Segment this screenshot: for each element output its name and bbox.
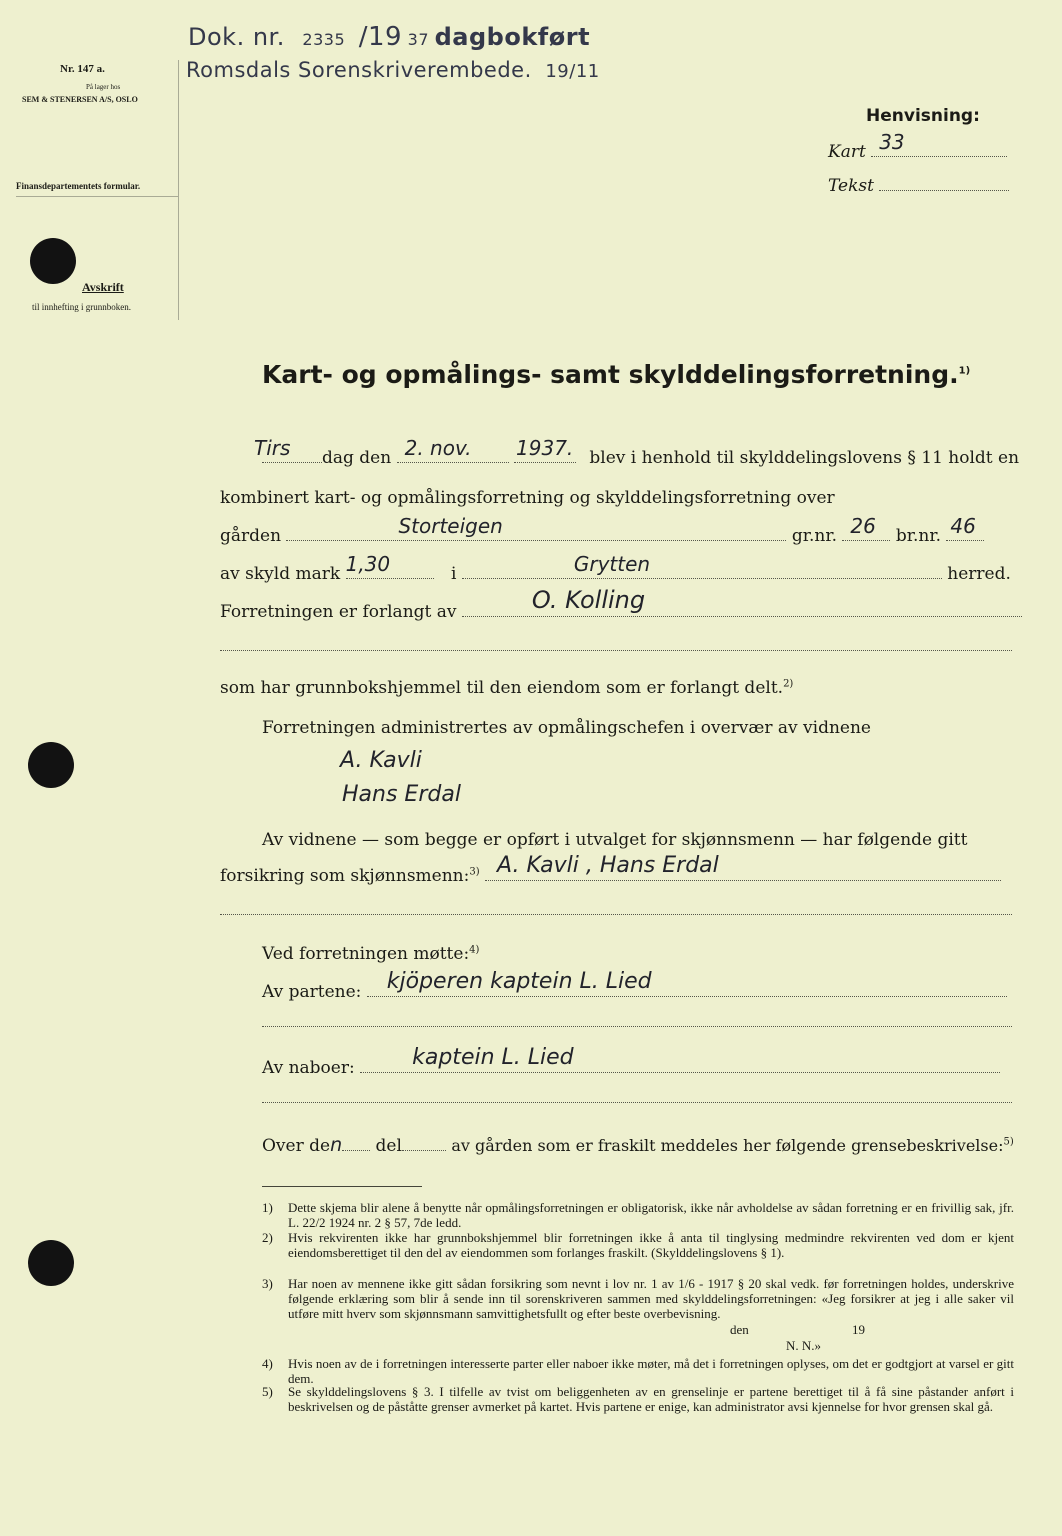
body-line-skyld (220, 552, 1011, 584)
forsikring-sup: 3) (469, 866, 480, 878)
footnote-1 (262, 1200, 1014, 1230)
punch-hole-bottom (28, 1240, 74, 1286)
herred-label: herred. (947, 564, 1011, 584)
del-label: del (375, 1136, 402, 1156)
kart-label: Kart (828, 142, 866, 162)
footnote-text: Dette skjema blir alene å benytte når opmålingsforretningen er obligatorisk, ikke når avholdelse av sådan forretning er en frivillig sak, jfr. L. 22/2 1924 nr. 2 § 57, 7de ledd. (288, 1200, 1014, 1230)
weekday-value: Tirs (254, 436, 291, 460)
dok-number: 2335 (302, 30, 346, 49)
forlangt-label: Forretningen er forlangt av (220, 602, 457, 622)
skyld-value: 1,30 (345, 552, 391, 576)
garden-value: Storteigen (398, 514, 503, 538)
footnote-2 (262, 1230, 1014, 1260)
forlangt-value: O. Kolling (531, 586, 646, 614)
punch-hole-middle (28, 742, 74, 788)
partene-extra-line (262, 1026, 1012, 1027)
forsikring-value: A. Kavli , Hans Erdal (497, 853, 719, 878)
date-value: 2. nov. (404, 436, 472, 460)
over-rest: av gården som er fraskilt meddeles her følgende grensebeskrivelse: (451, 1136, 1004, 1155)
body-line-vidner: Av vidnene — som begge er opført i utvalget for skjønnsmenn — har følgende gitt (262, 830, 968, 850)
body-line-over (262, 1134, 1014, 1156)
over-sup: 5) (1003, 1136, 1014, 1148)
publisher-line1: På lager hos (86, 83, 121, 91)
i-label: i (451, 564, 457, 584)
reference-kart (828, 130, 1007, 162)
footnote-mark: 4) (262, 1356, 273, 1371)
footnote-text: Hvis noen av de i forretningen interesserte parter eller naboer ikke møter, må det i forretningen oplyses, om det er godtgjort at varsel er gitt dem. (288, 1356, 1014, 1386)
footnote-4 (262, 1356, 1014, 1386)
over-dots (342, 1136, 370, 1151)
footnote-mark: 3) (262, 1276, 273, 1291)
reference-heading: Henvisning: (866, 106, 980, 126)
footnote-3 (262, 1276, 1014, 1321)
footnote-5 (262, 1384, 1014, 1414)
naboer-field (360, 1045, 1000, 1073)
grnr-field (842, 514, 890, 541)
stamp-year: 37 (407, 30, 430, 49)
footnote-rule (262, 1186, 422, 1187)
tekst-field (879, 176, 1009, 191)
del-dots (402, 1136, 446, 1151)
grnr-value: 26 (850, 514, 876, 538)
dag-den: dag den (322, 448, 392, 468)
kart-field (871, 130, 1007, 157)
footnote-text: Har noen av mennene ikke gitt sådan forsikring som nevnt i lov nr. 1 av 1/6 - 1917 § 20 skal vedk. før forretningen holdes, underskrive følgende erklæring som blir å sende inn til sorenskriveren sammen med skylddelingsforretningen: «Jeg forsikrer at jeg i alle saker vil utføre mitt hverv som skjønnsmann samvittighetsfullt og efter beste overbevisning. (288, 1276, 1014, 1321)
reference-tekst (828, 176, 1009, 196)
year-value: 1937. (516, 436, 574, 460)
partene-label: Av partene: (262, 982, 362, 1002)
office-stamp (186, 58, 600, 82)
weekday-field (254, 436, 322, 463)
over-label: Over de (262, 1136, 331, 1156)
title-text: Kart- og opmålings- samt skylddelingsforretning. (262, 360, 959, 389)
footnote-mark: 5) (262, 1384, 273, 1399)
footnote-mark: 1) (262, 1200, 273, 1215)
registration-stamp (188, 22, 628, 52)
over-hand: n (330, 1134, 343, 1156)
office-name: Romsdals Sorenskriverembede. (186, 58, 532, 82)
grnr-label: gr.nr. (791, 526, 838, 546)
margin-rule (178, 60, 179, 320)
skyld-label: av skyld mark (220, 564, 341, 584)
footnote-mark: 2) (262, 1230, 273, 1245)
punch-hole-top (30, 238, 76, 284)
garden-field (286, 514, 786, 541)
avskrift-label: Avskrift (82, 280, 124, 294)
margin-rule-bottom (16, 196, 178, 197)
forlangt-field (462, 586, 1022, 617)
body-line-2: kombinert kart- og opmålingsforretning og skylddelingsforretning over (220, 488, 835, 508)
motte-label: Ved forretningen møtte: (262, 944, 470, 964)
body-line-garden (220, 514, 984, 546)
tail-den: den (730, 1322, 749, 1337)
stamp-date: 19/11 (545, 61, 600, 82)
tail-19: 19 (852, 1322, 866, 1337)
body-line-naboer (262, 1045, 1000, 1078)
body-line-forlangt (220, 586, 1022, 622)
body-line-motte (262, 944, 479, 964)
brnr-value: 46 (950, 514, 976, 538)
document-title (262, 360, 970, 389)
date-field (397, 436, 509, 463)
form-number: Nr. 147 a. (60, 63, 105, 75)
year-prefix: /19 (358, 22, 403, 52)
body-line-partene (262, 969, 1007, 1002)
forsikring-field (485, 853, 1001, 881)
ministry-form: Finansdepartementets formular. (16, 181, 141, 191)
title-sup: 1) (958, 365, 971, 377)
partene-value: kjöperen kaptein L. Lied (386, 969, 652, 994)
line1-rest: blev i henhold til skylddelingslovens § 11 holdt en (589, 448, 1020, 468)
footnote-text: Se skylddelingslovens § 3. I tilfelle av tvist om beliggenheten av en grenselinje er partene berettiget til å få sine påstander anført i beskrivelsen og de påståtte grenser avmerket på kartet. Hvis partene er enige, kan administrator avsi kjennelse for hvor grensen skal gå. (288, 1384, 1014, 1414)
forlangt-extra-line (220, 650, 1012, 651)
body-line-admin: Forretningen administrertes av opmålingschefen i overvær av vidnene (262, 718, 871, 738)
grunnbok-sup: 2) (783, 678, 794, 690)
skyld-field (345, 552, 434, 579)
avskrift-sub: til innhefting i grunnboken. (32, 302, 131, 312)
grunnbok-text: som har grunnbokshjemmel til den eiendom som er forlangt delt. (220, 678, 784, 698)
year-field (514, 436, 576, 463)
naboer-label: Av naboer: (262, 1058, 355, 1078)
tekst-label: Tekst (828, 176, 874, 196)
witness-2: Hans Erdal (342, 782, 461, 807)
dok-label: Dok. nr. (188, 23, 285, 51)
naboer-value: kaptein L. Lied (412, 1045, 574, 1070)
herred-value: Grytten (573, 552, 651, 576)
body-line-forsikring (220, 853, 1001, 886)
dagbokfort: dagbokført (434, 23, 591, 51)
body-line-grunnbok (220, 678, 793, 698)
brnr-label: br.nr. (895, 526, 941, 546)
publisher-line2: SEM & STENERSEN A/S, OSLO (22, 95, 138, 104)
herred-field (462, 552, 942, 579)
footnote-3-signature: N. N.» (786, 1338, 822, 1353)
footnote-3-tail (730, 1322, 930, 1337)
partene-field (367, 969, 1007, 997)
footnote-text: Hvis rekvirenten ikke har grunnbokshjemmel blir forretningen ikke å anta til tinglysing medmindre rekvirenten ved dom er kjent eiendomsberettiget til den del av eiendommen som forlanges fraskilt. (Skylddelingslovens § 1). (288, 1230, 1014, 1260)
witness-1: A. Kavli (340, 748, 422, 773)
garden-label: gården (220, 526, 282, 546)
kart-value: 33 (879, 130, 905, 154)
forsikring-extra-line (220, 914, 1012, 915)
naboer-extra-line (262, 1102, 1012, 1103)
motte-sup: 4) (469, 944, 480, 956)
brnr-field (946, 514, 984, 541)
body-line-date (254, 436, 1020, 468)
forsikring-label: forsikring som skjønnsmenn: (220, 866, 470, 886)
